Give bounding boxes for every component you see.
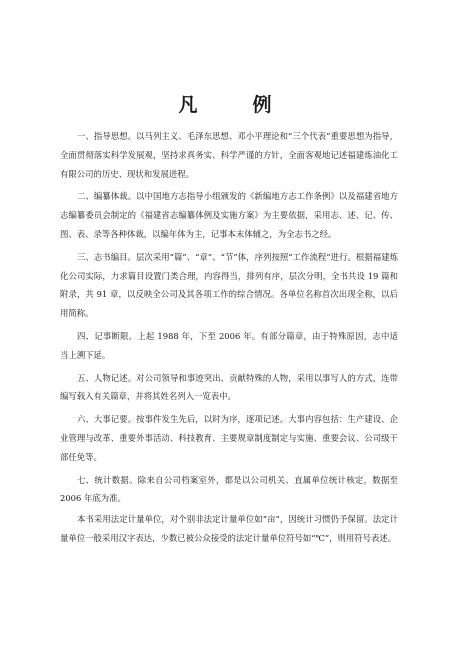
- page-title: 凡 例: [178, 94, 290, 116]
- paragraph-compilation-genre: 二、编纂体裁。以中国地方志指导小组颁发的《新编地方志工作条例》以及福建省地方志编纂委员会制定的《福建省志编纂体例及实施方案》为主要依据，采用志、述、记、传、图、表、录等各种体裁，以编年体为主，记事本末体辅之，为全志书之经。: [60, 191, 398, 239]
- paragraph-statistics: 七、统计数据。除来自公司档案室外，都是以公司机关、直属单位统计核定，数据至 2006 年底为准。: [60, 474, 398, 504]
- paragraph-catalog: 三、志书编目。层次采用“篇”、“章”、“节”体，序列按照“工作流程”进行。根据福建炼化公司实际，力求篇目设置门类合理，内容得当，排列有序，层次分明，全书共设 19 篇和附录，共 91 章，以反映全公司及其各项工作的综合情况。各单位名称首次出现全称，以后用简称。: [60, 251, 398, 319]
- paragraph-guiding-ideology: 一、指导思想。以马列主义、毛泽东思想、邓小平理论和“三个代表”重要思想为指导，全面贯彻落实科学发展观，坚持求真务实、科学严谨的方针，全面客观地记述福建炼油化工有限公司的历史、现状和发展进程。: [60, 131, 398, 179]
- paragraph-time-limit: 四、记事断限。上起 1988 年，下至 2006 年。有部分篇章，由于特殊原因，志中适当上溯下延。: [60, 330, 398, 360]
- paragraph-chronicle: 六、大事记要。按事件发生先后，以时为序，逐项记述。大事内容包括：生产建设、企业管理与改革、重要外事活动、科技教育、主要规章制度制定与实施、重要会议、公司级干部任免等。: [60, 414, 398, 462]
- paragraph-persons: 五、人物记述。对公司领导和事迹突出、贡献特殊的人物，采用以事写人的方式，连带编写载入有关篇章，并将其姓名列入一览表中。: [60, 372, 398, 402]
- document-body: [60, 127, 398, 552]
- paragraph-units: 本书采用法定计量单位，对个别非法定计量单位如“亩”，因统计习惯仍予保留。法定计量单位一般采用汉字表达，少数已被公众接受的法定计量单位符号如“℃”，则用符号表述。: [60, 514, 398, 543]
